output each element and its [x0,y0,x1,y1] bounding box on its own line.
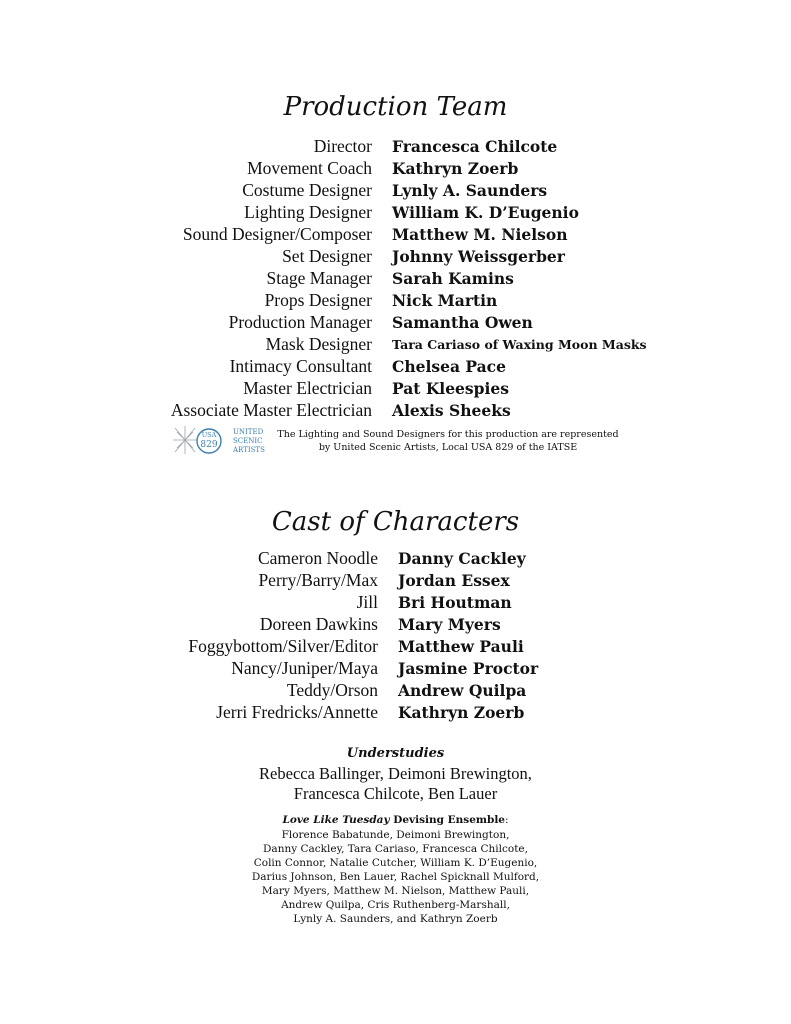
production-team-role: Lighting Designer [244,202,372,222]
cast-name: Andrew Quilpa [398,681,527,700]
cast-role: Nancy/Juniper/Maya [231,658,378,678]
ensemble-line: Florence Babatunde, Deimoni Brewington, [281,829,510,841]
cast-name: Jasmine Proctor [398,659,539,678]
cast-heading: Cast of Characters [271,507,520,537]
cast-role: Jerri Fredricks/Annette [216,702,378,722]
production-team-role: Mask Designer [265,334,372,354]
ensemble-line: Mary Myers, Matthew M. Nielson, Matthew Pauli, [261,885,530,897]
ensemble-line: Lynly A. Saunders, and Kathryn Zoerb [293,913,498,925]
cast-role: Cameron Noodle [257,548,378,568]
production-team-name: Sarah Kamins [392,269,514,288]
cast-name: Jordan Essex [398,571,510,590]
ensemble-names [0,828,791,926]
production-team-role: Stage Manager [266,268,372,288]
ensemble-heading [0,814,791,826]
production-team-name: Nick Martin [392,291,498,310]
production-team-name: Tara Cariaso of Waxing Moon Masks [392,337,647,352]
ensemble-line: Colin Connor, Natalie Cutcher, William K. D’Eugenio, [253,857,538,869]
union-note [276,428,620,454]
cast-role: Jill [356,592,378,612]
understudies-line1: Rebecca Ballinger, Deimoni Brewington, [259,764,532,783]
ensemble-title-colon: : [505,814,509,826]
production-team-name: Francesca Chilcote [392,137,558,156]
production-team-name: William K. D’Eugenio [392,203,579,222]
ensemble-line: Danny Cackley, Tara Cariaso, Francesca Chilcote, [263,843,528,855]
production-team-role: Costume Designer [242,180,372,200]
production-team-role: Set Designer [282,246,372,266]
united-scenic-artists-logo [171,424,267,456]
cast-name: Mary Myers [398,615,501,634]
logo-number-text: 829 [200,440,218,450]
production-team-role: Props Designer [264,290,372,310]
union-note-line1: The Lighting and Sound Designers for this production are represented [277,429,619,440]
production-team-role: Production Manager [228,312,372,332]
ensemble-title-italic: Love Like Tuesday [282,814,390,826]
production-team-role: Director [313,136,372,156]
logo-line1: UNITED [233,428,264,436]
cast-role: Foggybottom/Silver/Editor [188,636,378,656]
production-team-name: Samantha Owen [392,313,533,332]
production-team-name: Kathryn Zoerb [392,159,519,178]
cast-name: Danny Cackley [398,549,526,568]
understudies-heading: Understudies [346,746,445,761]
logo-line3: ARTISTS [233,446,265,454]
production-team-name: Alexis Sheeks [392,401,511,420]
understudies-line2: Francesca Chilcote, Ben Lauer [293,784,498,803]
cast-role: Perry/Barry/Max [258,570,378,590]
union-note-line2: by United Scenic Artists, Local USA 829 of the IATSE [318,442,578,453]
production-team-role: Sound Designer/Composer [182,224,372,244]
ensemble-line: Darius Johnson, Ben Lauer, Rachel Spicknall Mulford, [251,871,540,883]
production-team-name: Johnny Weissgerber [392,247,565,266]
logo-local-text: USA [201,431,217,439]
understudies-names [0,764,791,804]
cast-name: Bri Houtman [398,593,512,612]
cast-role: Doreen Dawkins [259,614,378,634]
ensemble-line: Andrew Quilpa, Cris Ruthenberg-Marshall, [281,899,510,911]
cast-name: Kathryn Zoerb [398,703,525,722]
production-team-name: Pat Kleespies [392,379,509,398]
cast-name: Matthew Pauli [398,637,524,656]
production-team-role: Master Electrician [243,378,372,398]
production-team-name: Chelsea Pace [392,357,506,376]
production-team-name: Lynly A. Saunders [392,181,548,200]
logo-line2: SCENIC [233,437,263,445]
cast-role: Teddy/Orson [286,680,378,700]
ensemble-title-rest: Devising Ensemble [389,814,505,826]
production-team-name: Matthew M. Nielson [392,225,568,244]
production-team-role: Movement Coach [247,158,372,178]
production-team-role: Associate Master Electrician [170,400,372,420]
production-team-role: Intimacy Consultant [229,356,372,376]
production-team-heading: Production Team [283,92,508,122]
